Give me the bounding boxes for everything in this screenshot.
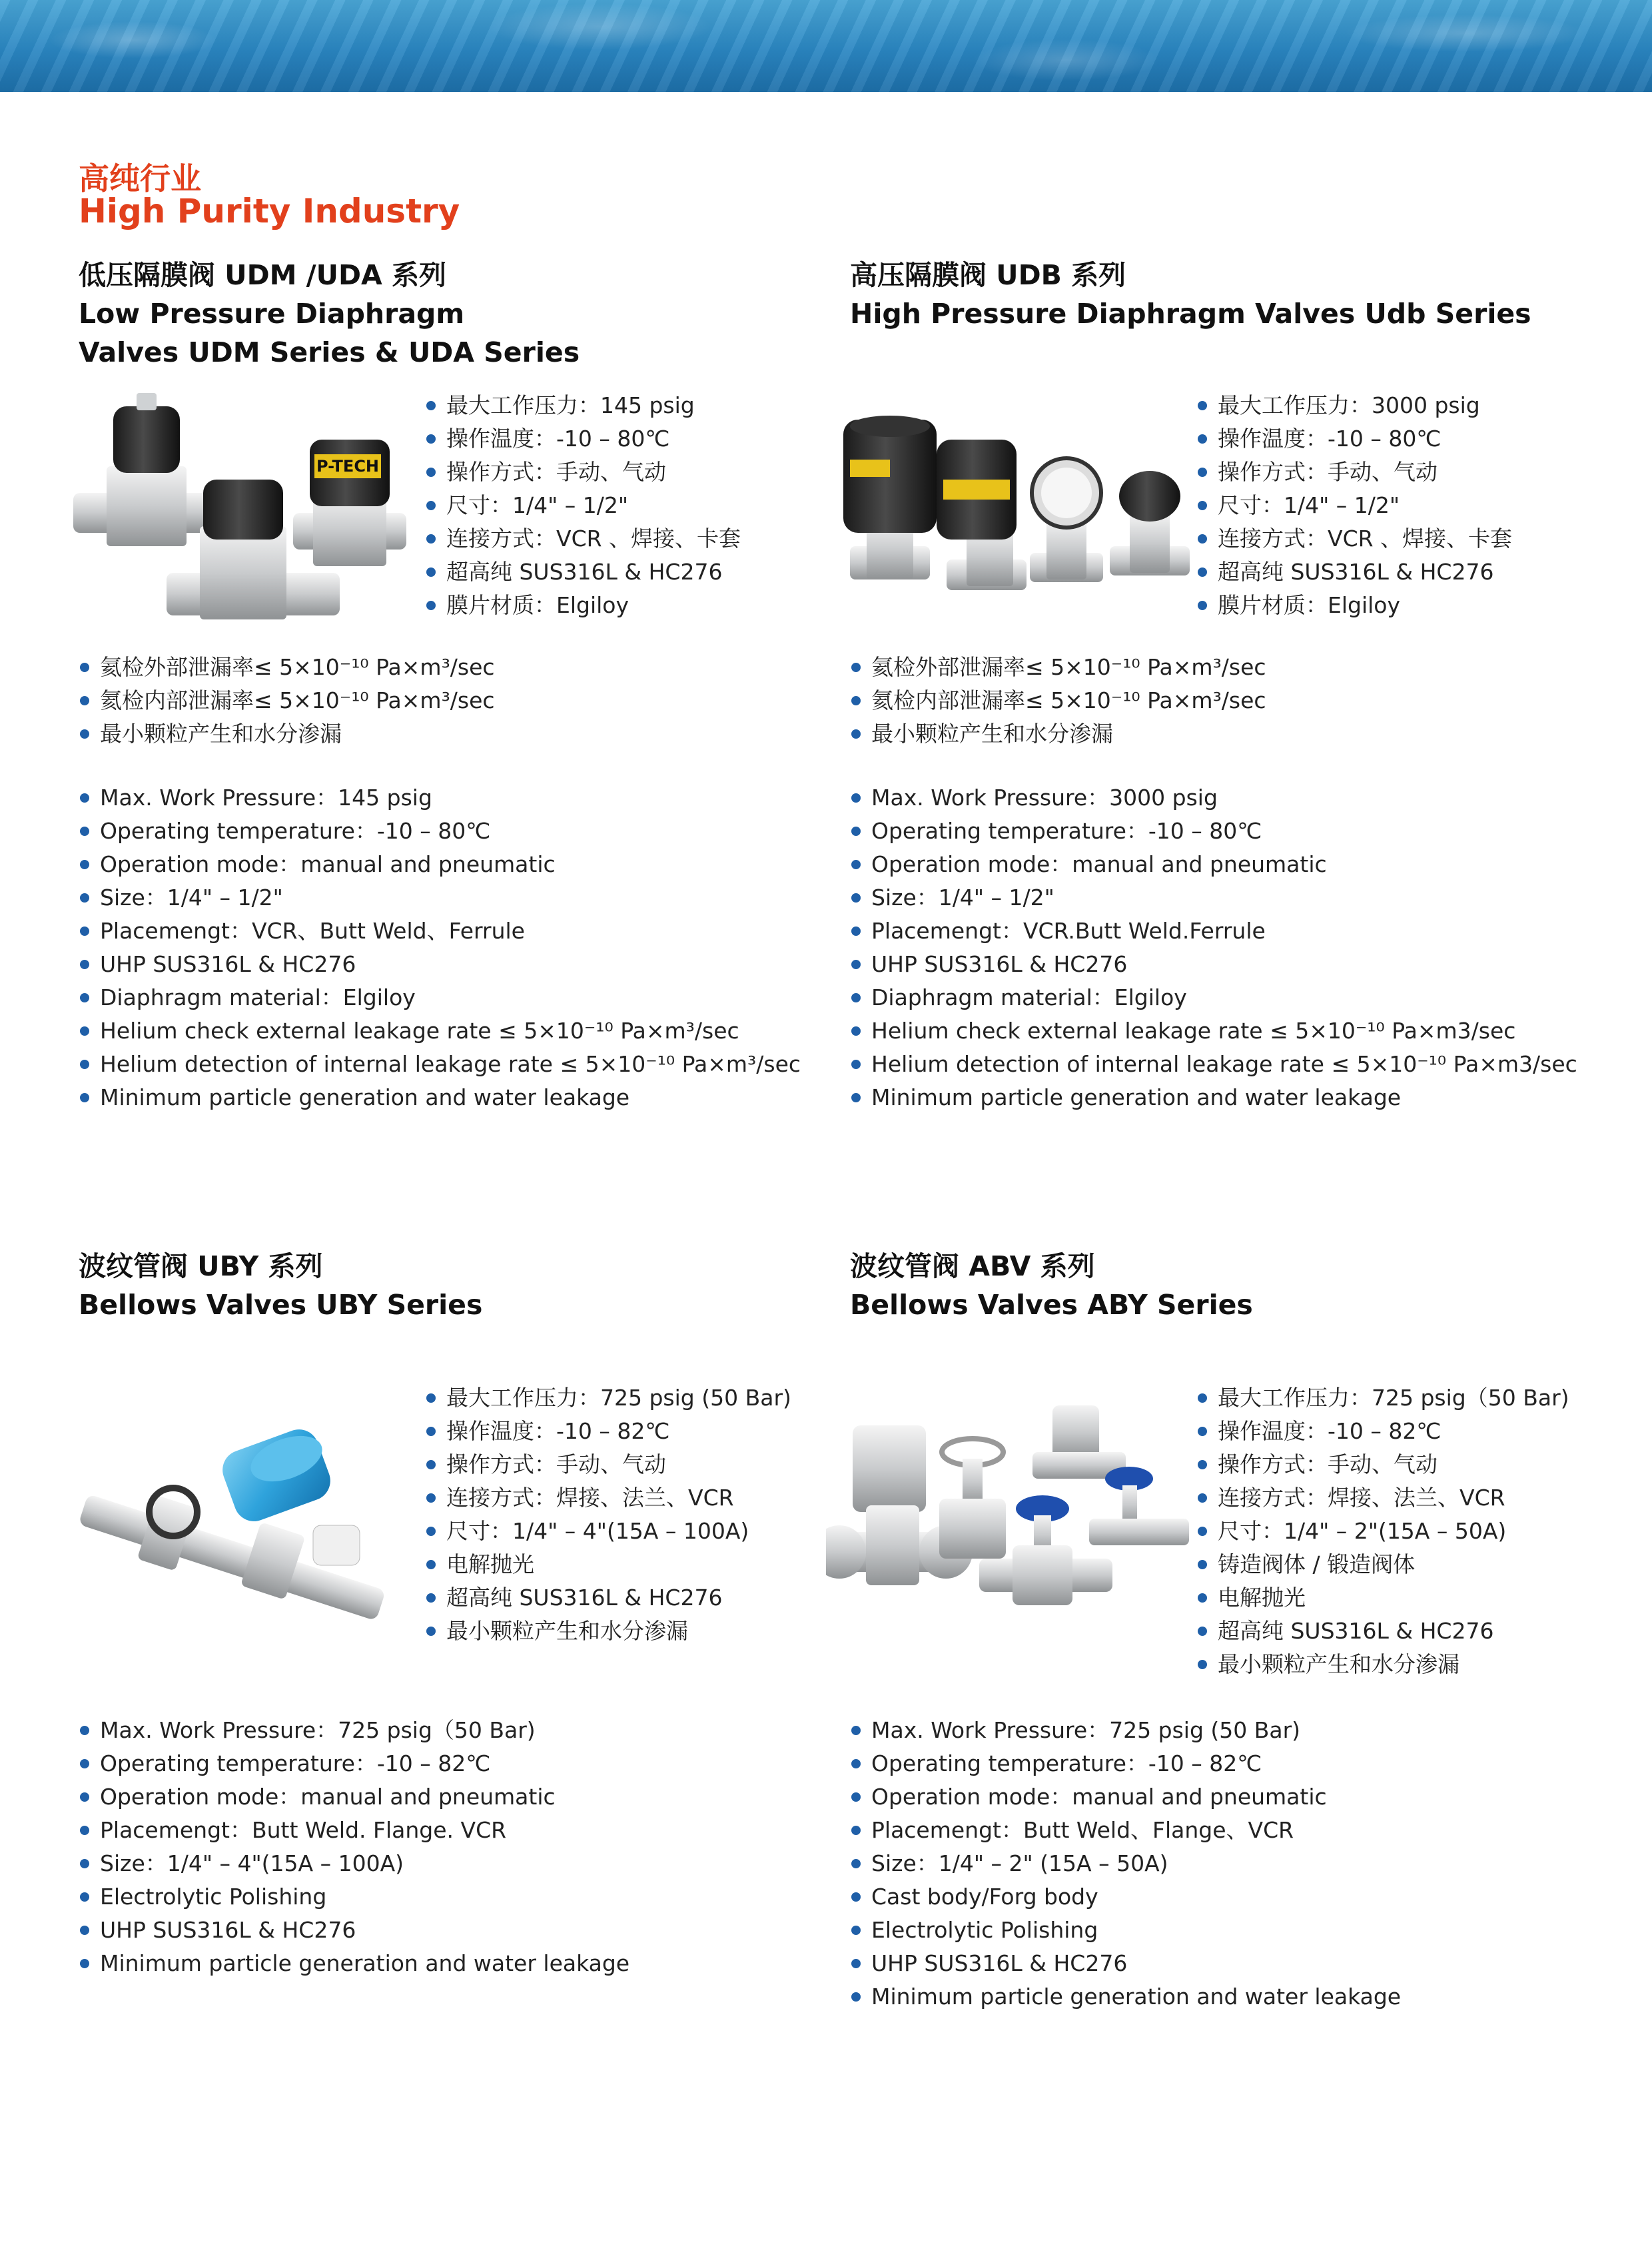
product-udm-title <box>79 256 580 372</box>
spec-item: Size：1/4" – 1/2" <box>79 881 801 915</box>
spec-item: 超高纯 SUS316L & HC276 <box>425 1581 791 1615</box>
abv-specs-cn <box>1196 1381 1569 1681</box>
udm-specs-cn <box>425 389 741 622</box>
spec-item: 操作方式：手动、气动 <box>1196 1448 1569 1481</box>
uby-valve-image <box>80 1412 413 1625</box>
spec-item: Placemengt：Butt Weld、Flange、VCR <box>850 1814 1401 1847</box>
spec-item: Max. Work Pressure：725 psig（50 Bar) <box>79 1714 629 1747</box>
spec-item: Operation mode：manual and pneumatic <box>850 1780 1401 1814</box>
udb-specs-cn-leak <box>850 651 1266 751</box>
spec-item: Operation mode：manual and pneumatic <box>850 848 1577 881</box>
spec-item: 操作温度：-10 – 82℃ <box>425 1415 791 1448</box>
spec-item: 最小颗粒产生和水分渗漏 <box>850 717 1266 751</box>
spec-item: Size：1/4" – 4"(15A – 100A) <box>79 1847 629 1880</box>
spec-item: 膜片材质：Elgiloy <box>425 589 741 622</box>
section-title-cn: 高纯行业 <box>79 161 201 196</box>
spec-item: Operating temperature：-10 – 80℃ <box>79 815 801 848</box>
spec-item: Minimum particle generation and water leakage <box>850 1980 1401 2014</box>
spec-item: 尺寸：1/4" – 2"(15A – 50A) <box>1196 1515 1569 1548</box>
product-title-cn: 高压隔膜阀 UDB 系列 <box>850 259 1126 291</box>
product-title-cn: 波纹管阀 ABV 系列 <box>850 1250 1095 1282</box>
spec-item: Max. Work Pressure：3000 psig <box>850 781 1577 815</box>
spec-item: Helium check external leakage rate ≤ 5×10⁻¹⁰ Pa×m³/sec <box>79 1014 801 1048</box>
product-title-en: Low Pressure Diaphragm <box>79 298 465 330</box>
udb-valve-image <box>837 406 1196 606</box>
udm-specs-cn-leak <box>79 651 495 751</box>
udm-valve-image <box>67 393 413 659</box>
spec-item: UHP SUS316L & HC276 <box>79 1914 629 1947</box>
brand-label: P-TECH <box>316 457 380 476</box>
water-banner <box>0 0 1652 92</box>
spec-item: Helium detection of internal leakage rate ≤ 5×10⁻¹⁰ Pa×m³/sec <box>79 1048 801 1081</box>
product-udb-title <box>850 256 1531 333</box>
product-title-en: Bellows Valves ABY Series <box>850 1289 1253 1321</box>
spec-item: 氦检内部泄漏率≤ 5×10⁻¹⁰ Pa×m³/sec <box>850 684 1266 717</box>
spec-item: 连接方式：VCR 、焊接、卡套 <box>1196 522 1512 556</box>
spec-item: 膜片材质：Elgiloy <box>1196 589 1512 622</box>
spec-item: 连接方式：焊接、法兰、VCR <box>1196 1481 1569 1515</box>
spec-item: Electrolytic Polishing <box>79 1880 629 1914</box>
spec-item: 超高纯 SUS316L & HC276 <box>425 556 741 589</box>
spec-item: Minimum particle generation and water leakage <box>79 1081 801 1114</box>
spec-item: 连接方式：焊接、法兰、VCR <box>425 1481 791 1515</box>
spec-item: Operating temperature：-10 – 82℃ <box>850 1747 1401 1780</box>
spec-item: 操作方式：手动、气动 <box>425 456 741 489</box>
spec-item: 操作温度：-10 – 80℃ <box>1196 422 1512 456</box>
spec-item: 氦检外部泄漏率≤ 5×10⁻¹⁰ Pa×m³/sec <box>850 651 1266 684</box>
spec-item: Size：1/4" – 2" (15A – 50A) <box>850 1847 1401 1880</box>
spec-item: 操作温度：-10 – 82℃ <box>1196 1415 1569 1448</box>
spec-item: Size：1/4" – 1/2" <box>850 881 1577 915</box>
spec-item: 尺寸：1/4" – 1/2" <box>1196 489 1512 522</box>
spec-item: Max. Work Pressure：725 psig (50 Bar) <box>850 1714 1401 1747</box>
spec-item: 氦检外部泄漏率≤ 5×10⁻¹⁰ Pa×m³/sec <box>79 651 495 684</box>
spec-item: Max. Work Pressure：145 psig <box>79 781 801 815</box>
spec-item: UHP SUS316L & HC276 <box>79 948 801 981</box>
spec-item: 最大工作压力：725 psig（50 Bar) <box>1196 1381 1569 1415</box>
spec-item: UHP SUS316L & HC276 <box>850 1947 1401 1980</box>
spec-item: Operation mode：manual and pneumatic <box>79 1780 629 1814</box>
abv-valve-image <box>826 1399 1199 1639</box>
spec-item: 操作温度：-10 – 80℃ <box>425 422 741 456</box>
spec-item: 尺寸：1/4" – 4"(15A – 100A) <box>425 1515 791 1548</box>
spec-item: UHP SUS316L & HC276 <box>850 948 1577 981</box>
spec-item: Placemengt：VCR、Butt Weld、Ferrule <box>79 915 801 948</box>
spec-item: Helium detection of internal leakage rate ≤ 5×10⁻¹⁰ Pa×m3/sec <box>850 1048 1577 1081</box>
spec-item: 最大工作压力：725 psig (50 Bar) <box>425 1381 791 1415</box>
product-title-cn: 低压隔膜阀 UDM /UDA 系列 <box>79 259 446 291</box>
spec-item: 最大工作压力：3000 psig <box>1196 389 1512 422</box>
product-abv-title <box>850 1247 1253 1324</box>
spec-item: Minimum particle generation and water leakage <box>850 1081 1577 1114</box>
spec-item: 最小颗粒产生和水分渗漏 <box>1196 1648 1569 1681</box>
product-title-en-2: Valves UDM Series & UDA Series <box>79 336 580 368</box>
spec-item: Diaphragm material：Elgiloy <box>850 981 1577 1014</box>
spec-item: Operating temperature：-10 – 80℃ <box>850 815 1577 848</box>
udb-specs-en <box>850 781 1577 1114</box>
spec-item: Diaphragm material：Elgiloy <box>79 981 801 1014</box>
spec-item: 尺寸：1/4" – 1/2" <box>425 489 741 522</box>
spec-item: Minimum particle generation and water leakage <box>79 1947 629 1980</box>
abv-specs-en <box>850 1714 1401 2014</box>
spec-item: 连接方式：VCR 、焊接、卡套 <box>425 522 741 556</box>
product-title-en: Bellows Valves UBY Series <box>79 1289 483 1321</box>
spec-item: 最小颗粒产生和水分渗漏 <box>79 717 495 751</box>
spec-item: Placemengt：Butt Weld. Flange. VCR <box>79 1814 629 1847</box>
uby-specs-en <box>79 1714 629 1980</box>
section-title-en: High Purity Industry <box>79 192 460 230</box>
spec-item: 电解抛光 <box>425 1548 791 1581</box>
spec-item: 超高纯 SUS316L & HC276 <box>1196 1615 1569 1648</box>
spec-item: Cast body/Forg body <box>850 1880 1401 1914</box>
spec-item: 铸造阀体 / 锻造阀体 <box>1196 1548 1569 1581</box>
spec-item: 操作方式：手动、气动 <box>425 1448 791 1481</box>
udm-specs-en <box>79 781 801 1114</box>
udb-specs-cn <box>1196 389 1512 622</box>
spec-item: 超高纯 SUS316L & HC276 <box>1196 556 1512 589</box>
spec-item: Operating temperature：-10 – 82℃ <box>79 1747 629 1780</box>
spec-item: 操作方式：手动、气动 <box>1196 456 1512 489</box>
spec-item: Placemengt：VCR.Butt Weld.Ferrule <box>850 915 1577 948</box>
product-uby-title <box>79 1247 482 1324</box>
product-title-cn: 波纹管阀 UBY 系列 <box>79 1250 323 1282</box>
spec-item: 电解抛光 <box>1196 1581 1569 1615</box>
spec-item: 最大工作压力：145 psig <box>425 389 741 422</box>
product-title-en: High Pressure Diaphragm Valves Udb Series <box>850 298 1531 330</box>
spec-item: 最小颗粒产生和水分渗漏 <box>425 1615 791 1648</box>
spec-item: Operation mode：manual and pneumatic <box>79 848 801 881</box>
spec-item: Electrolytic Polishing <box>850 1914 1401 1947</box>
uby-specs-cn <box>425 1381 791 1648</box>
spec-item: Helium check external leakage rate ≤ 5×10⁻¹⁰ Pa×m3/sec <box>850 1014 1577 1048</box>
spec-item: 氦检内部泄漏率≤ 5×10⁻¹⁰ Pa×m³/sec <box>79 684 495 717</box>
